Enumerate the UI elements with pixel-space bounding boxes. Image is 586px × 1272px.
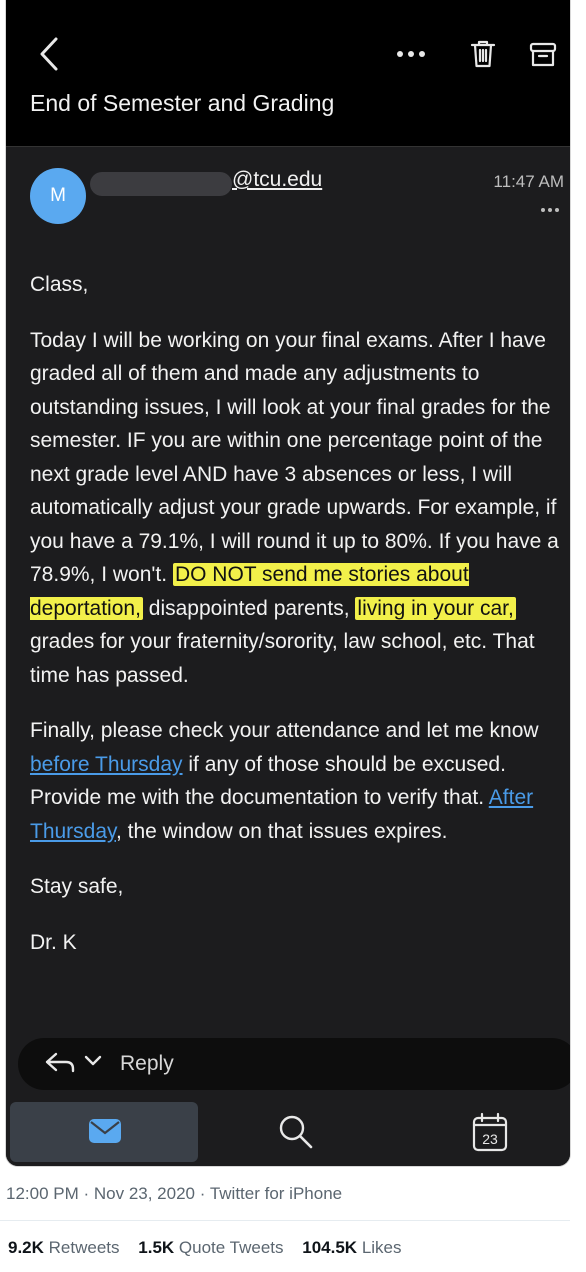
calendar-icon[interactable] [472, 1112, 508, 1152]
top-bar [6, 0, 570, 146]
back-icon[interactable] [32, 34, 66, 74]
after-thursday-link[interactable]: After Thursday [30, 786, 534, 843]
email-signoff: Stay safe, [30, 875, 124, 898]
likes-label: Likes [361, 1238, 402, 1257]
paragraph-text: grades for your fraternity/sorority, law school, etc. That time has passed. [30, 630, 535, 687]
likes-count: 104.5K [302, 1238, 358, 1257]
email-body [30, 268, 562, 1029]
message-more-icon[interactable] [540, 200, 560, 218]
highlighted-text: DO NOT send me stories about deportation, [30, 563, 469, 620]
chevron-down-icon[interactable] [84, 1054, 104, 1074]
search-icon[interactable] [278, 1114, 314, 1150]
likes-stat[interactable] [302, 1238, 401, 1257]
quote-tweets-stat[interactable] [138, 1238, 283, 1257]
redacted-sender-name [90, 172, 232, 196]
mail-icon [88, 1118, 122, 1146]
tweet-time[interactable]: 12:00 PM [6, 1184, 79, 1203]
tweet-source[interactable]: Twitter for iPhone [209, 1184, 343, 1203]
email-subject: End of Semester and Grading [30, 90, 335, 116]
sender-address[interactable]: @tcu.edu [232, 168, 323, 191]
paragraph-text: disappointed parents, [148, 596, 350, 620]
email-time: 11:47 AM [493, 172, 564, 191]
retweets-count: 9.2K [8, 1238, 44, 1257]
bottom-tab-bar [6, 1102, 570, 1166]
more-options-icon[interactable] [394, 40, 428, 68]
quote-label: Quote Tweets [178, 1238, 284, 1257]
paragraph-attendance [30, 714, 562, 848]
tweet-stats [8, 1238, 416, 1258]
quote-count: 1.5K [138, 1238, 175, 1257]
email-signature: Dr. K [30, 930, 77, 954]
footer-divider [0, 1220, 570, 1221]
email-greeting: Class, [30, 273, 89, 296]
calendar-day-label: 23 [482, 1131, 498, 1147]
avatar: M [30, 168, 86, 224]
retweets-label: Retweets [48, 1238, 120, 1257]
trash-icon[interactable] [466, 36, 500, 72]
header-divider [6, 146, 570, 147]
tweet-meta: 12:00 PM · Nov 23, 2020 · Twitter for iPhone [6, 1184, 343, 1203]
tweet-date[interactable]: Nov 23, 2020 [93, 1184, 196, 1203]
email-screen [6, 0, 570, 1166]
reply-bar[interactable] [18, 1038, 570, 1090]
before-thursday-link[interactable]: before Thursday [30, 752, 183, 776]
highlighted-text: living in your car, [357, 596, 514, 620]
reply-label[interactable]: Reply [120, 1052, 174, 1075]
paragraph-grading [30, 324, 562, 693]
tab-mail[interactable] [10, 1102, 198, 1162]
archive-icon[interactable] [526, 38, 560, 72]
reply-arrow-icon[interactable] [44, 1050, 78, 1078]
paragraph-text: Today I will be working on your final exams. After I have graded all of them and made any adjustments to outstanding issues, I will look at your final grades for the semester. IF you are within one percentage point of the next grade level AND have 3 absences or less, I will automatically adjust your grade upwards. For example, if you have a 79.1%, I will round it up to 80%. If you have a 78.9%, I won't. [30, 328, 559, 586]
paragraph-text: Finally, please check your attendance and let me know [30, 719, 539, 742]
paragraph-text: if any of those should be excused. Provide me with the documentation to verify that. [30, 752, 506, 809]
paragraph-text: , the window on that issues expires. [115, 819, 448, 843]
retweets-stat[interactable] [8, 1238, 120, 1257]
